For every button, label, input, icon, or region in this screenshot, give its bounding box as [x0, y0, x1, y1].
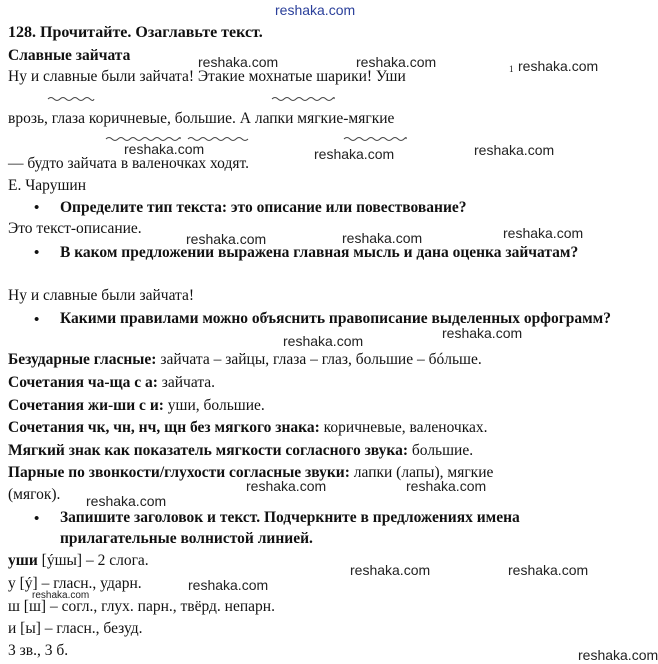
rule-row — [8, 442, 473, 460]
watermark: reshaka.com — [474, 142, 555, 158]
watermark: reshaka.com — [188, 577, 269, 593]
story-line-3: — будто зайчата в валеночках ходят. — [8, 155, 249, 172]
watermark: reshaka.com — [518, 58, 599, 74]
story-title: Славные зайчата — [8, 47, 131, 64]
wavy-underline-mokhnatye — [272, 96, 334, 102]
watermark: reshaka.com — [32, 590, 90, 601]
watermark: reshaka.com — [406, 478, 487, 494]
watermark: reshaka.com — [186, 231, 267, 247]
bullet-icon: • — [34, 312, 40, 328]
bullet-icon: • — [34, 245, 40, 261]
question-1: Определите тип текста: это описание или повествование? — [60, 199, 467, 216]
story-line-1: Ну и славные были зайчата! Этакие мохнатые шарики! Уши — [8, 68, 406, 85]
watermark: reshaka.com — [356, 54, 437, 70]
phonetic-line: ш [ш] – согл., глух. парн., твёрд. непарн. — [8, 598, 275, 615]
rule-text: зайчата. — [157, 374, 216, 391]
phonetic-line: 3 зв., 3 б. — [8, 642, 69, 659]
rule-text: лапки (лапы), мягкие — [349, 464, 494, 481]
story-author: Е. Чарушин — [8, 177, 86, 194]
rule-label: Безударные гласные: — [8, 351, 157, 368]
wavy-underline-myagkie — [344, 136, 406, 142]
rule-text: зайчата – зайцы, глаза – глаз, большие – бóльше. — [156, 351, 482, 368]
bullet-icon: • — [34, 511, 40, 527]
rule-row — [8, 351, 482, 369]
rule-text: уши, большие. — [163, 397, 265, 414]
phonetic-line: и [ы] – гласн., безуд. — [8, 620, 143, 637]
watermark: reshaka.com — [283, 333, 364, 349]
task-title: 128. Прочитайте. Озаглавьте текст. — [8, 24, 263, 41]
watermark: reshaka.com — [198, 54, 279, 70]
watermark: reshaka.com — [314, 146, 395, 162]
rule-text: коричневые, валеночках. — [319, 419, 488, 436]
watermark: reshaka.com — [86, 493, 167, 509]
rule-row — [8, 419, 488, 437]
footnote-mark: 1 — [509, 64, 514, 74]
wavy-underline-slavnye — [48, 96, 94, 102]
watermark: reshaka.com — [246, 478, 327, 494]
rule-text: большие. — [408, 442, 474, 459]
rule-row — [8, 374, 215, 392]
rule-continuation: (мягок). — [8, 486, 61, 503]
watermark-top: reshaka.com — [275, 2, 356, 18]
question-3: Какими правилами можно объяснить правописание выделенных орфограмм? — [60, 310, 611, 327]
watermark: reshaka.com — [350, 562, 431, 578]
watermark: reshaka.com — [342, 230, 423, 246]
rule-label: Мягкий знак как показатель мягкости согласного звука: — [8, 442, 409, 459]
rule-label: Сочетания ча-ща с а: — [8, 374, 158, 391]
phonetic-head — [8, 552, 149, 570]
phonetic-head-rest: [ýшы] – 2 слога. — [37, 552, 149, 569]
rule-label: Парные по звонкости/глухости согласные звуки: — [8, 464, 350, 481]
question-2: В каком предложении выражена главная мысль и дана оценка зайчатам? — [60, 244, 579, 261]
watermark: reshaka.com — [508, 562, 589, 578]
answer-1: Это текст-описание. — [8, 220, 142, 237]
answer-2: Ну и славные были зайчата! — [8, 287, 195, 304]
watermark: reshaka.com — [124, 141, 205, 157]
story-line-2: врозь, глаза коричневые, большие. А лапки мягкие-мягкие — [8, 110, 395, 127]
rule-label: Сочетания жи-ши с и: — [8, 397, 164, 414]
watermark: reshaka.com — [503, 225, 584, 241]
phonetic-line: у [ý] – гласн., ударн. — [8, 575, 142, 592]
watermark: reshaka.com — [578, 647, 658, 663]
rule-label: Сочетания чк, чн, нч, щн без мягкого знака: — [8, 419, 320, 436]
watermark: reshaka.com — [442, 325, 523, 341]
question-4: Запишите заголовок и текст. Подчеркните в предложениях имена прилагательные волнистой линией. — [60, 509, 520, 547]
bullet-icon: • — [34, 200, 40, 216]
phonetic-word: уши — [8, 552, 38, 569]
rule-row — [8, 397, 265, 415]
